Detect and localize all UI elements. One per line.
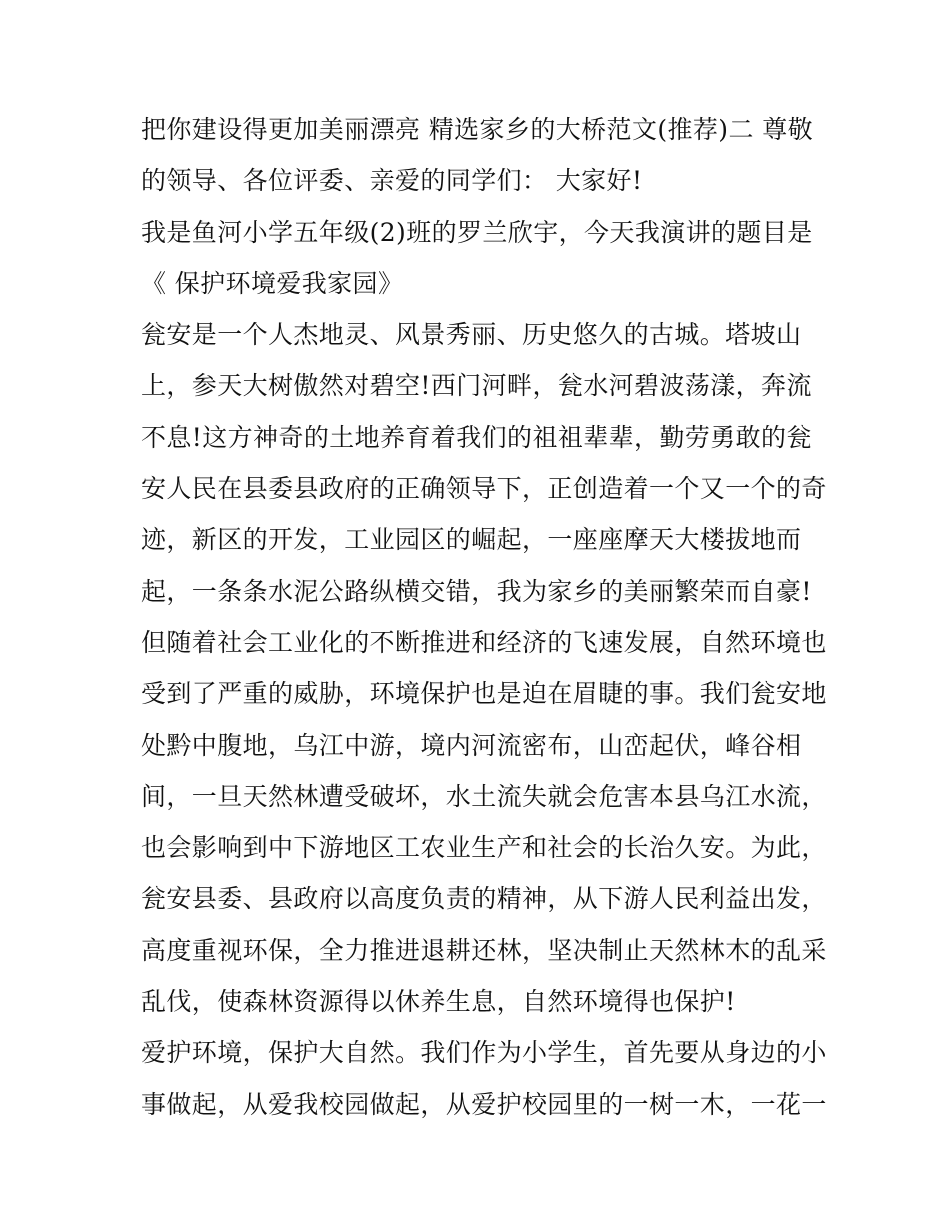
text-line: 把你建设得更加美丽漂亮 精选家乡的大桥范文(推荐)二 尊敬 <box>141 115 814 144</box>
text-line: 《 保护环境爱我家园》 <box>141 268 404 298</box>
text-line: 也会影响到中下游地区工农业生产和社会的长治久安。为此， <box>141 833 827 863</box>
text-line: 爱护环境，保护大自然。我们作为小学生，首先要从身边的小 <box>141 1038 827 1068</box>
text-line: 瓮安是一个人杰地灵、风景秀丽、历史悠久的古城。塔坡山 <box>141 320 802 350</box>
text-line: 事做起，从爱我校园做起，从爱护校园里的一树一木，一花一 <box>141 1089 827 1119</box>
text-line: 上，参天大树傲然对碧空!西门河畔，瓮水河碧波荡漾，奔流 <box>141 371 812 401</box>
text-line: 乱伐，使森林资源得以休养生息，自然环境得也保护! <box>141 987 736 1017</box>
text-line: 起，一条条水泥公路纵横交错，我为家乡的美丽繁荣而自豪! <box>141 576 812 606</box>
text-line: 安人民在县委县政府的正确领导下，正创造着一个又一个的奇 <box>141 474 827 504</box>
text-line: 的领导、各位评委、亲爱的同学们： 大家好! <box>141 166 643 196</box>
text-line: 间，一旦天然林遭受破坏，水土流失就会危害本县乌江水流， <box>141 781 827 811</box>
text-line: 迹，新区的开发，工业园区的崛起，一座座摩天大楼拔地而 <box>141 525 802 555</box>
text-line: 不息!这方神奇的土地养育着我们的祖祖辈辈，勤劳勇敢的瓮 <box>141 422 812 452</box>
text-line: 我是鱼河小学五年级(2)班的罗兰欣宇，今天我演讲的题目是 <box>141 217 813 247</box>
text-line: 受到了严重的威胁，环境保护也是迫在眉睫的事。我们瓮安地 <box>141 679 827 709</box>
text-line: 高度重视环保，全力推进退耕还林，坚决制止天然林木的乱采 <box>141 935 827 965</box>
text-line: 但随着社会工业化的不断推进和经济的飞速发展，自然环境也 <box>141 627 827 657</box>
body-text <box>141 104 827 1130</box>
text-line: 处黔中腹地，乌江中游，境内河流密布，山峦起伏，峰谷相 <box>141 730 802 760</box>
text-line: 瓮安县委、县政府以高度负责的精神，从下游人民利益出发， <box>141 884 827 914</box>
